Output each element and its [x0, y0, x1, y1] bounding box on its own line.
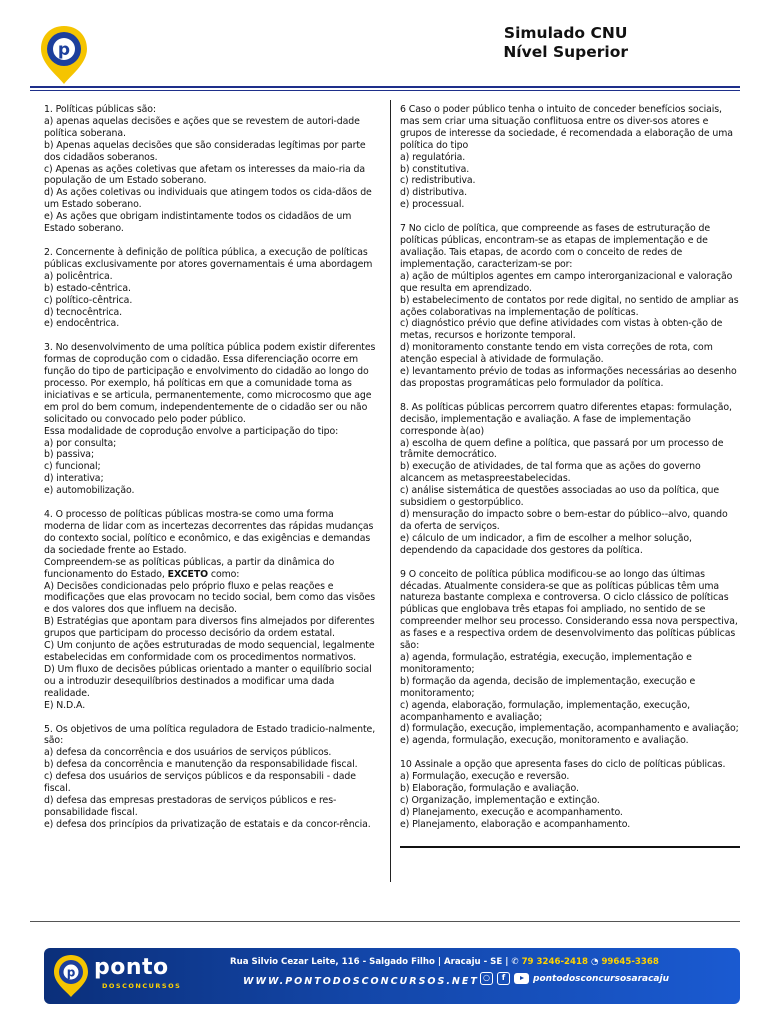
- question-line: c) agenda, elaboração, formulação, implementação, execução, acompanhamento e avaliação;: [400, 699, 690, 723]
- question-line: e) As ações que obrigam indistintamente todos os cidadãos de um Estado soberano.: [44, 211, 352, 235]
- question-stem: 7 No ciclo de política, que compreende as fases de estruturação de políticas públicas, encontram-se as etapas de implementação e de avaliação. Tais etapas, de acordo com o conceito de redes de implementação, caracterizam-se por:: [400, 223, 711, 270]
- question-line: a) regulatória.: [400, 151, 466, 163]
- left-column: [44, 104, 376, 843]
- question-line: d) mensuração do impacto sobre o bem-estar do público--alvo, quando da oferta de serviços.: [400, 509, 728, 532]
- footer-social-handle: pontodosconcursosaracaju: [533, 973, 669, 984]
- question-stem: 2. Concernente à definição de política pública, a execução de políticas públicas exclusivamente por atores governamentais é uma abordagem: [44, 246, 373, 270]
- footer-brand-sub: DOSCONCURSOS: [102, 982, 182, 990]
- whatsapp-icon: ◔: [590, 957, 599, 967]
- question-stem: 4. O processo de políticas públicas mostra-se como uma forma moderna de lidar com as incertezas decorrentes das rápidas mudanças do contexto social, político e econômico, e das exigências e demandas da sociedade frente ao Estado.: [44, 509, 374, 556]
- instagram-icon[interactable]: ○: [480, 972, 493, 985]
- question-line: d) Planejamento, execução e acompanhamento.: [400, 806, 623, 818]
- question-stem: 9 O conceito de política pública modificou-se ao longo das últimas décadas. Atualmente considera-se que as políticas públicas têm uma natureza bastante complexa e controversa. O ciclo clássico de políticas públicas que englobava três etapas foi ampliado, no sentido de se compreender melhor seu processo. Considerando essa nova perspectiva, as fases e a respectiva ordem de desenvolvimento das políticas públicas são:: [400, 568, 738, 652]
- question-stem: 1. Políticas públicas são:: [44, 104, 156, 115]
- ponto-logo-small: [52, 954, 90, 998]
- svg-text:p: p: [66, 965, 76, 980]
- facebook-icon[interactable]: f: [497, 972, 510, 985]
- question-line: A) Decisões condicionadas pelo próprio fluxo e pelas reações e modificações que elas provocam no tecido social, bem como das visões e dos valores dos que influem na decisão.: [44, 580, 375, 616]
- youtube-icon[interactable]: [514, 973, 529, 984]
- question-block: [400, 223, 740, 390]
- header-rule: [30, 86, 740, 88]
- question-line: E) N.D.A.: [44, 699, 86, 711]
- subtitle-line: Nível Superior: [503, 43, 628, 61]
- question-line: a) ação de múltiplos agentes em campo interorganizacional e valoração que resulta em aprendizado.: [400, 270, 733, 294]
- question-line: Essa modalidade de coprodução envolve a participação do tipo:: [44, 425, 339, 437]
- question-line: a) por consulta;: [44, 437, 117, 449]
- question-line: d) tecnocêntrica.: [44, 306, 123, 318]
- question-block: [44, 509, 376, 711]
- question-line: e) automobilização.: [44, 485, 135, 497]
- question-line: b) formação da agenda, decisão de implementação, execução e monitoramento;: [400, 675, 696, 699]
- page-title: [503, 24, 628, 62]
- question-line: e) levantamento prévio de todas as informações necessárias ao desenho das propostas programáticas pelo formulador da política.: [400, 366, 737, 389]
- question-line: a) policêntrica.: [44, 270, 113, 282]
- question-line: d) interativa;: [44, 473, 104, 485]
- question-stem: 3. No desenvolvimento de uma política pública podem existir diferentes formas de coprodução com o cidadão. Essa diferenciação ocorre em função do tipo de participação e envolvimento do cidadão ao longo do processo. Por exemplo, há políticas em que a comunidade toma as iniciativas e se articula, permanentemente, como microcosmo que age em prol do bem comum, independentemente de o cidadão ser ou não solicitado ou convocado pelo poder público.: [44, 342, 376, 425]
- question-line: d) formulação, execução, implementação, acompanhamento e avaliação;: [400, 723, 739, 735]
- question-line: d) monitoramento constante tendo em vista correções de rota, com atenção especial à atividade de formulação.: [400, 342, 713, 366]
- footer-banner: [44, 948, 740, 1004]
- question-block: [400, 402, 740, 557]
- right-column: [400, 104, 740, 843]
- question-line: b) defesa da concorrência e manutenção da responsabilidade fiscal.: [44, 759, 358, 771]
- ponto-logo: [38, 24, 90, 86]
- question-stem: 5. Os objetivos de uma política reguladora de Estado tradicio-nalmente, são:: [44, 723, 376, 747]
- question-line: e) cálculo de um indicador, a fim de escolher a melhor solução, dependendo da capacidade dos gestores da política.: [400, 532, 692, 556]
- question-line: C) Um conjunto de ações estruturadas de modo sequencial, legalmente estabelecidas em conformidade com os procedimentos normativos.: [44, 640, 375, 663]
- footer-phone2: 99645-3368: [601, 957, 659, 967]
- question-line: b) constitutiva.: [400, 163, 470, 175]
- question-line: D) Um fluxo de decisões públicas orientado a manter o equilíbrio social ou a introduzir desequilíbrios destinados a modificar uma dada realidade.: [44, 663, 372, 699]
- footer-phone1: 79 3246-2418: [521, 957, 588, 967]
- question-line: b) execução de atividades, de tal forma que as ações do governo alcancem as metaspreestabelecidas.: [400, 461, 701, 485]
- question-block: [44, 104, 376, 235]
- question-line: a) defesa da concorrência e dos usuários de serviços públicos.: [44, 747, 332, 759]
- phone-icon: ✆: [511, 957, 519, 967]
- column-divider: [390, 100, 391, 882]
- question-line: e) endocêntrica.: [44, 318, 120, 330]
- question-line: e) Planejamento, elaboração e acompanhamento.: [400, 818, 631, 830]
- question-line: d) distributiva.: [400, 187, 468, 199]
- footer-rule: [30, 921, 740, 922]
- question-line: b) estabelecimento de contatos por rede digital, no sentido de ampliar as ações colaborativas na implementação de políticas.: [400, 294, 739, 318]
- question-line: c) defesa dos usuários de serviços públicos e da responsabili - dade fiscal.: [44, 771, 356, 795]
- question-line: e) defesa dos princípios da privatização de estatais e da concor-rência.: [44, 818, 371, 830]
- question-line: c) análise sistemática de questões associadas ao uso da política, que subsidiem o gestorpúblico.: [400, 485, 719, 509]
- question-stem: 10 Assinale a opção que apresenta fases do ciclo de políticas públicas.: [400, 759, 726, 771]
- question-line: d) As ações coletivas ou individuais que atingem todos os cida-dãos de um Estado soberano.: [44, 187, 372, 211]
- question-line: c) Organização, implementação e extinção.: [400, 794, 600, 806]
- question-block: [44, 247, 376, 330]
- question-line: a) escolha de quem define a política, que passará por um processo de trâmite democrático.: [400, 437, 724, 461]
- footer-brand: ponto: [94, 955, 169, 980]
- question-stem: 8. As políticas públicas percorrem quatro diferentes etapas: formulação, decisão, implementação e avaliação. A fase de implementação corresponde à(ao): [400, 401, 732, 437]
- column-end-rule: [400, 846, 740, 848]
- footer-address: Rua Silvio Cezar Leite, 116 - Salgado Filho | Aracaju - SE |: [230, 957, 509, 967]
- footer-social: [480, 972, 669, 985]
- question-line: c) político-cêntrica.: [44, 294, 133, 306]
- question-block: [44, 724, 376, 831]
- question-line: a) agenda, formulação, estratégia, execução, implementação e monitoramento;: [400, 651, 692, 675]
- question-line: a) Formulação, execução e reversão.: [400, 771, 570, 783]
- header-rule-thin: [30, 90, 740, 91]
- svg-text:p: p: [57, 40, 71, 60]
- question-line: b) estado-cêntrica.: [44, 282, 131, 294]
- footer-address-line: [230, 957, 659, 967]
- question-block: [400, 759, 740, 830]
- footer-website[interactable]: WWW.PONTODOSCONCURSOS.NET: [243, 976, 479, 987]
- question-line: c) diagnóstico prévio que define atividades com vistas à obten-ção de metas, recursos e horizonte temporal.: [400, 318, 723, 342]
- emphasis-text: EXCETO: [167, 568, 209, 580]
- question-stem: 6 Caso o poder público tenha o intuito de conceder benefícios sociais, mas sem criar uma situação conflituosa entre os diver-sos atores e grupos de interesse da sociedade, é recomendada a elaboração de uma política do tipo: [400, 104, 733, 151]
- question-block: [44, 342, 376, 497]
- question-line: Compreendem-se as políticas públicas, a partir da dinâmica do funcionamento do Estado, EXCETO como:: [44, 556, 335, 580]
- question-line: a) apenas aquelas decisões e ações que se revestem de autori-dade política soberana.: [44, 115, 360, 139]
- question-block: [400, 104, 740, 211]
- question-line: c) redistributiva.: [400, 175, 476, 187]
- question-line: b) Elaboração, formulação e avaliação.: [400, 783, 579, 795]
- question-line: c) Apenas as ações coletivas que afetam os interesses da maio-ria da população de um Estado soberano.: [44, 163, 365, 187]
- question-line: d) defesa das empresas prestadoras de serviços públicos e res-ponsabilidade fiscal.: [44, 794, 337, 818]
- question-line: e) processual.: [400, 199, 465, 211]
- title-line: Simulado CNU: [503, 24, 628, 42]
- question-line: e) agenda, formulação, execução, monitoramento e avaliação.: [400, 735, 689, 747]
- question-block: [400, 569, 740, 748]
- question-line: b) Apenas aquelas decisões que são consideradas legítimas por parte dos cidadãos soberanos.: [44, 139, 366, 163]
- question-line: c) funcional;: [44, 461, 101, 473]
- question-line: b) passiva;: [44, 449, 95, 461]
- question-line: B) Estratégias que apontam para diversos fins almejados por diferentes grupos que participam do processo decisório da ordem estatal.: [44, 616, 375, 640]
